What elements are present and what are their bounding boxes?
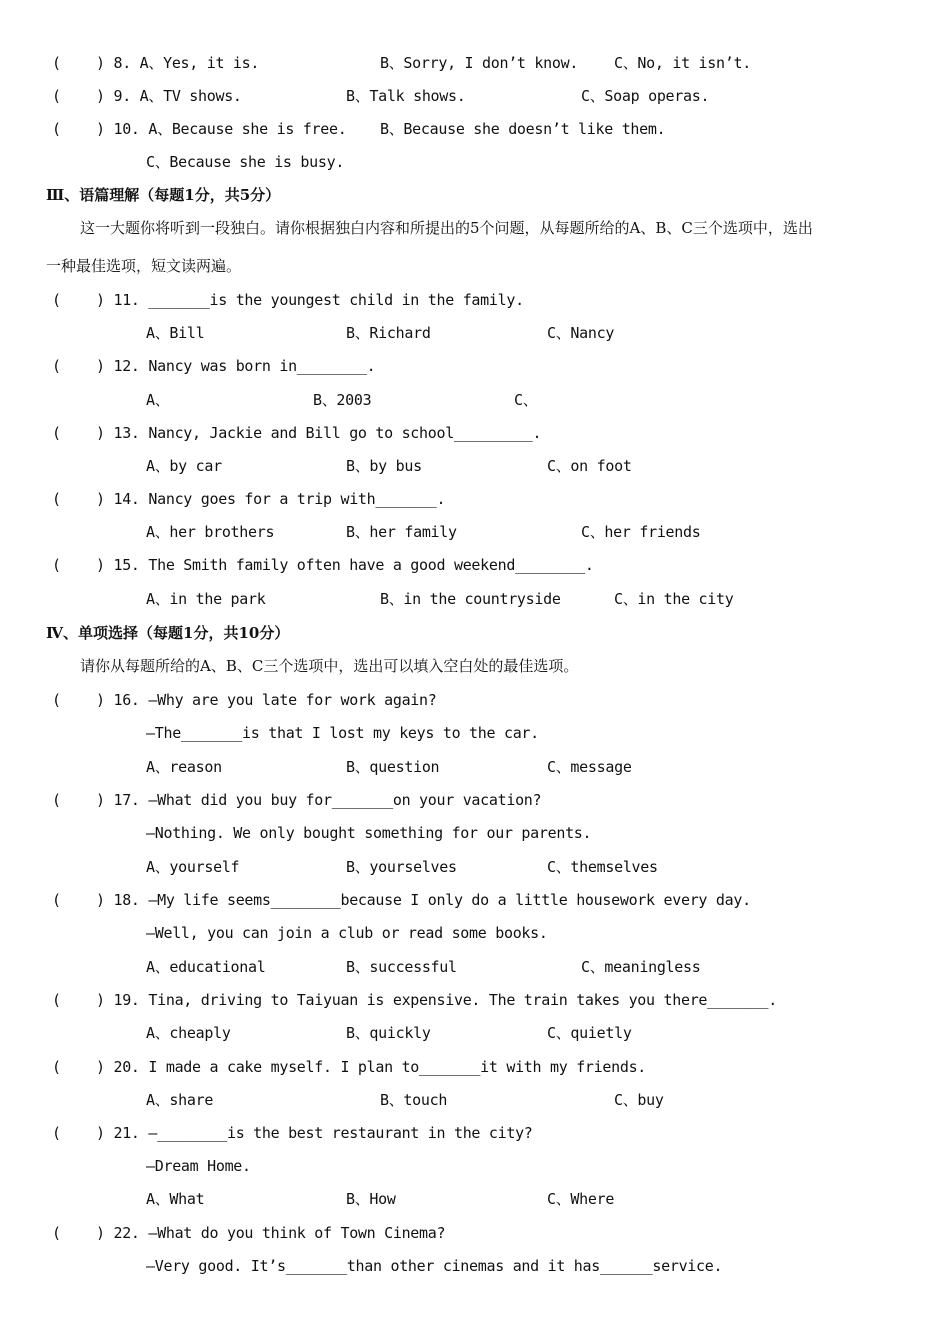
answer-paren[interactable]: ( <box>52 891 62 909</box>
q16-stem: ) 16. —Why are you late for work again? <box>96 691 437 709</box>
section-4-title: Ⅳ、单项选择（每题1分，共10分） <box>46 624 290 642</box>
q9-option-b: B、Talk shows. <box>346 87 466 105</box>
q17-option-a: A、yourself <box>146 858 240 876</box>
q8-option-c: C、No, it isn’t. <box>614 54 751 72</box>
q15-option-c: C、in the city <box>614 590 734 608</box>
q10-option-c: C、Because she is busy. <box>146 153 345 171</box>
q17-stem: ) 17. —What did you buy for_______on your vacation? <box>96 791 542 809</box>
answer-paren[interactable]: ( <box>52 357 62 375</box>
q22-stem: ) 22. —What do you think of Town Cinema? <box>96 1224 446 1242</box>
q14-option-b: B、her family <box>346 523 457 541</box>
q15-option-b: B、in the countryside <box>380 590 561 608</box>
q19-stem: ) 19. Tina, driving to Taiyuan is expensive. The train takes you there_______. <box>96 991 778 1009</box>
q19-option-b: B、quickly <box>346 1024 431 1042</box>
q13-option-a: A、by car <box>146 457 222 475</box>
q18-dialogue-line: —Well, you can join a club or read some books. <box>146 924 548 942</box>
q10-stem: ) 10. A、Because she is free. <box>96 120 347 138</box>
answer-paren[interactable]: ( <box>52 291 62 309</box>
section-3-title: Ⅲ、语篇理解（每题1分，共5分） <box>46 186 281 204</box>
q17-dialogue-line: —Nothing. We only bought something for our parents. <box>146 824 592 842</box>
q14-option-a: A、her brothers <box>146 523 275 541</box>
q11-option-a: A、Bill <box>146 324 205 342</box>
q21-dialogue-line: —Dream Home. <box>146 1157 251 1175</box>
q13-stem: ) 13. Nancy, Jackie and Bill go to school_________. <box>96 424 542 442</box>
q20-option-a: A、share <box>146 1091 214 1109</box>
q17-option-c: C、themselves <box>547 858 658 876</box>
q11-option-b: B、Richard <box>346 324 431 342</box>
q10-option-b: B、Because she doesn’t like them. <box>380 120 666 138</box>
q20-option-b: B、touch <box>380 1091 448 1109</box>
q8-stem: ) 8. A、Yes, it is. <box>96 54 260 72</box>
q12-option-b: B、2003 <box>313 391 372 409</box>
q11-stem: ) 11. _______is the youngest child in the family. <box>96 291 524 309</box>
q18-option-a: A、educational <box>146 958 266 976</box>
answer-paren[interactable]: ( <box>52 691 62 709</box>
answer-paren[interactable]: ( <box>52 490 62 508</box>
answer-paren[interactable]: ( <box>52 991 62 1009</box>
q9-stem: ) 9. A、TV shows. <box>96 87 242 105</box>
answer-paren[interactable]: ( <box>52 424 62 442</box>
answer-paren[interactable]: ( <box>52 1224 62 1242</box>
q15-option-a: A、in the park <box>146 590 266 608</box>
q18-option-b: B、successful <box>346 958 457 976</box>
section-3-instruction-cont: 一种最佳选项，短文读两遍。 <box>46 257 242 275</box>
q9-option-c: C、Soap operas. <box>581 87 710 105</box>
answer-paren[interactable]: ( <box>52 87 62 105</box>
q21-option-b: B、How <box>346 1190 396 1208</box>
answer-paren[interactable]: ( <box>52 1124 62 1142</box>
q21-stem: ) 21. —________is the best restaurant in the city? <box>96 1124 533 1142</box>
section-4-instruction: 请你从每题所给的A、B、C三个选项中，选出可以填入空白处的最佳选项。 <box>80 657 579 675</box>
answer-paren[interactable]: ( <box>52 1058 62 1076</box>
q21-option-c: C、Where <box>547 1190 615 1208</box>
q21-option-a: A、What <box>146 1190 205 1208</box>
q18-stem: ) 18. —My life seems________because I only do a little housework every day. <box>96 891 751 909</box>
q16-option-b: B、question <box>346 758 440 776</box>
q13-option-c: C、on foot <box>547 457 632 475</box>
q12-option-c: C、 <box>514 391 538 409</box>
answer-paren[interactable]: ( <box>52 556 62 574</box>
q16-option-a: A、reason <box>146 758 222 776</box>
q12-stem: ) 12. Nancy was born in________. <box>96 357 376 375</box>
q20-option-c: C、buy <box>614 1091 664 1109</box>
q20-stem: ) 20. I made a cake myself. I plan to_______it with my friends. <box>96 1058 647 1076</box>
q14-stem: ) 14. Nancy goes for a trip with_______. <box>96 490 446 508</box>
q19-option-c: C、quietly <box>547 1024 632 1042</box>
q11-option-c: C、Nancy <box>547 324 615 342</box>
q16-dialogue-line: —The_______is that I lost my keys to the car. <box>146 724 539 742</box>
q19-option-a: A、cheaply <box>146 1024 231 1042</box>
answer-paren[interactable]: ( <box>52 54 62 72</box>
q17-option-b: B、yourselves <box>346 858 457 876</box>
q8-option-b: B、Sorry, I don’t know. <box>380 54 579 72</box>
q22-dialogue-line: —Very good. It’s_______than other cinemas and it has______service. <box>146 1257 723 1275</box>
q15-stem: ) 15. The Smith family often have a good weekend________. <box>96 556 594 574</box>
q13-option-b: B、by bus <box>346 457 422 475</box>
answer-paren[interactable]: ( <box>52 791 62 809</box>
q18-option-c: C、meaningless <box>581 958 701 976</box>
answer-paren[interactable]: ( <box>52 120 62 138</box>
q14-option-c: C、her friends <box>581 523 701 541</box>
q12-option-a: A、 <box>146 391 170 409</box>
section-3-instruction: 这一大题你将听到一段独白。请你根据独白内容和所提出的5个问题，从每题所给的A、B、C三个选项中，选出 <box>80 219 813 237</box>
q16-option-c: C、message <box>547 758 632 776</box>
